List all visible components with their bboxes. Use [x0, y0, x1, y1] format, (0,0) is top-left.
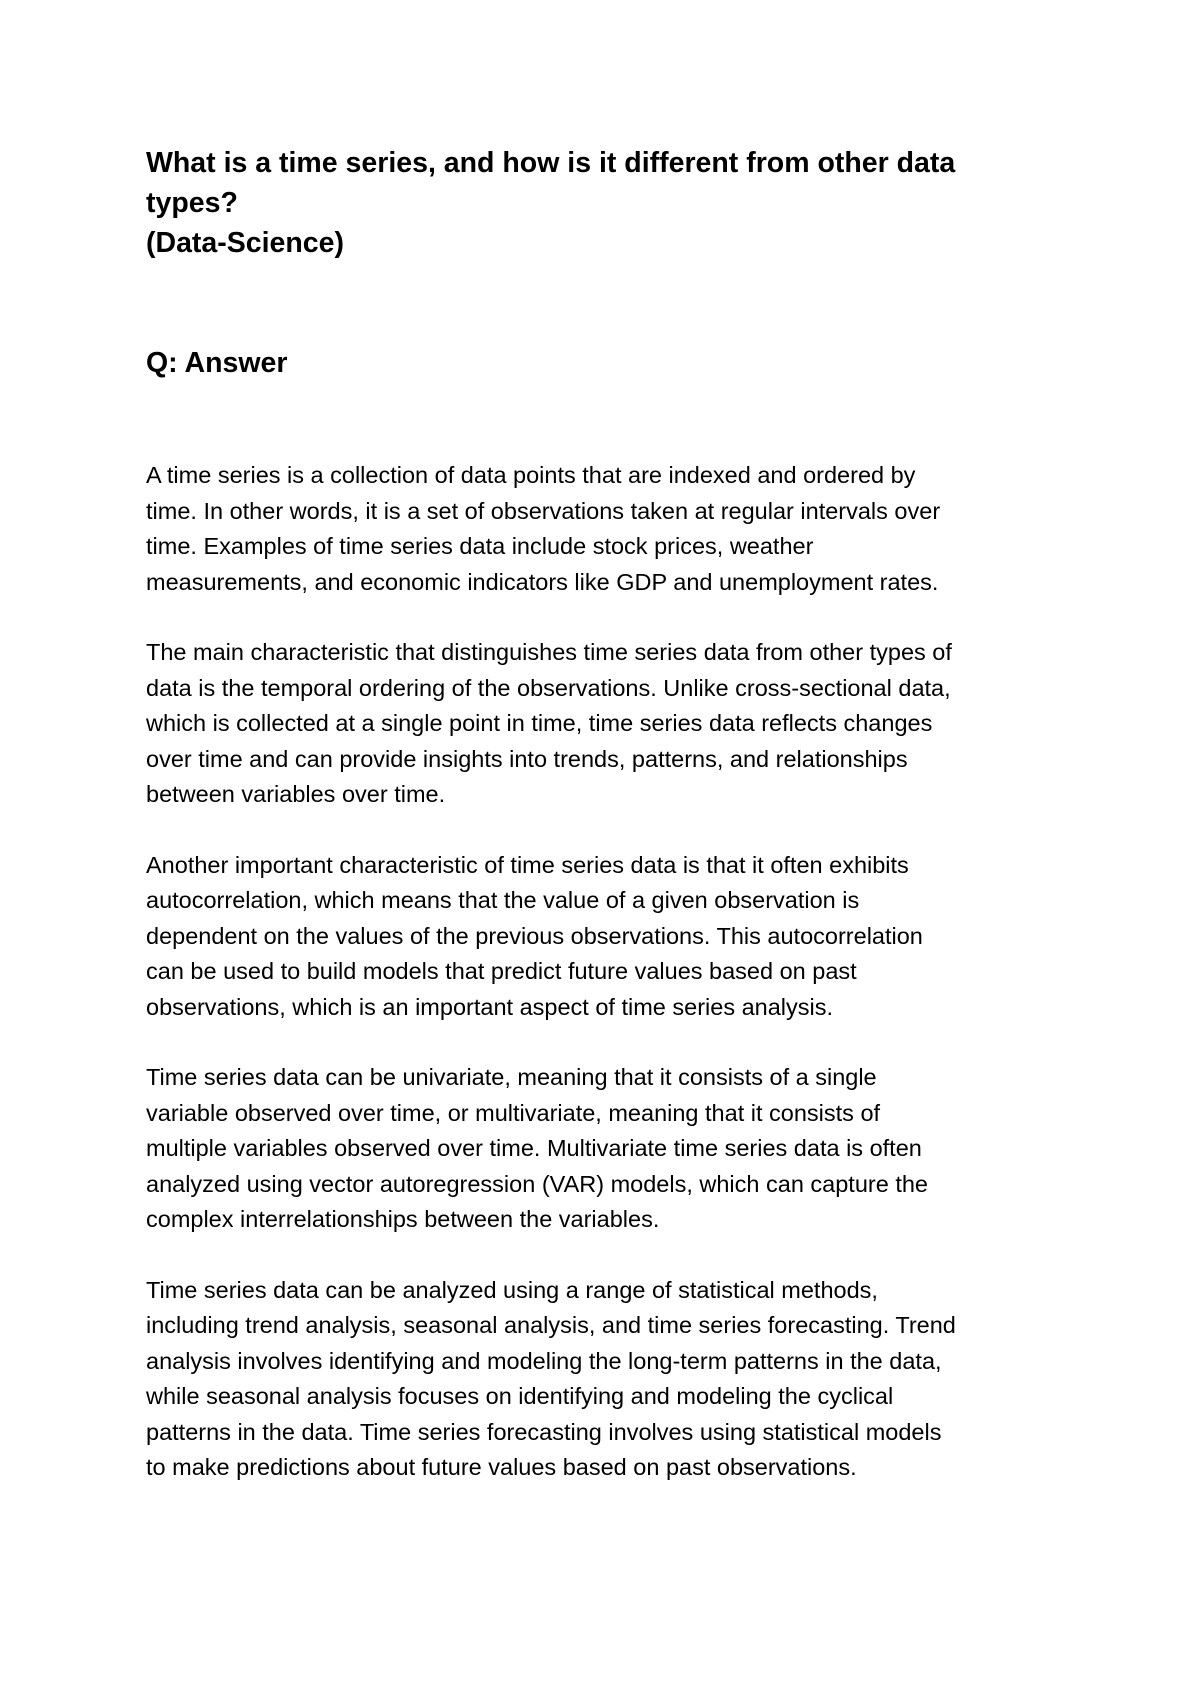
text-line: complex interrelationships between the variables. — [146, 1206, 660, 1232]
text-line: can be used to build models that predict future values based on past — [146, 958, 857, 984]
text-line: including trend analysis, seasonal analysis, and time series forecasting. Trend — [146, 1312, 956, 1338]
document-content — [146, 143, 1076, 1521]
text-line: between variables over time. — [146, 781, 446, 807]
text-line: time. In other words, it is a set of observations taken at regular intervals over — [146, 497, 941, 524]
text-line: analyzed using vector autoregression (VAR) models, which can capture the — [146, 1170, 928, 1197]
title-line: What is a time series, and how is it different from other data — [146, 147, 956, 179]
answer-body — [146, 458, 1076, 1486]
answer-heading: Q: Answer — [146, 347, 288, 379]
document-title — [146, 143, 1076, 263]
text-line: patterns in the data. Time series forecasting involves using statistical models — [146, 1418, 942, 1445]
text-line: measurements, and economic indicators like GDP and unemployment rates. — [146, 568, 939, 595]
paragraph — [146, 458, 1076, 600]
text-line: observations, which is an important aspect of time series analysis. — [146, 993, 834, 1020]
text-line: autocorrelation, which means that the value of a given observation is — [146, 887, 860, 913]
text-line: A time series is a collection of data points that are indexed and ordered by — [146, 462, 916, 488]
title-category: (Data-Science) — [146, 227, 344, 259]
text-line: analysis involves identifying and modeling the long-term patterns in the data, — [146, 1347, 942, 1374]
text-line: Time series data can be univariate, meaning that it consists of a single — [146, 1064, 877, 1090]
text-line: time. Examples of time series data include stock prices, weather — [146, 533, 814, 559]
paragraph — [146, 635, 1076, 813]
title-line: types? — [146, 187, 238, 219]
text-line: while seasonal analysis focuses on identifying and modeling the cyclical — [146, 1383, 894, 1409]
text-line: over time and can provide insights into trends, patterns, and relationships — [146, 745, 908, 772]
text-line: variable observed over time, or multivariate, meaning that it consists of — [146, 1099, 881, 1126]
text-line: data is the temporal ordering of the observations. Unlike cross-sectional data, — [146, 674, 951, 701]
paragraph — [146, 1060, 1076, 1238]
paragraph — [146, 848, 1076, 1026]
text-line: which is collected at a single point in time, time series data reflects changes — [146, 710, 933, 736]
paragraph — [146, 1273, 1076, 1486]
text-line: to make predictions about future values based on past observations. — [146, 1454, 857, 1480]
text-line: multiple variables observed over time. Multivariate time series data is often — [146, 1135, 922, 1161]
text-line: Time series data can be analyzed using a range of statistical methods, — [146, 1276, 878, 1303]
text-line: dependent on the values of the previous observations. This autocorrelation — [146, 922, 923, 949]
text-line: The main characteristic that distinguishes time series data from other types of — [146, 639, 952, 665]
text-line: Another important characteristic of time series data is that it often exhibits — [146, 851, 909, 878]
